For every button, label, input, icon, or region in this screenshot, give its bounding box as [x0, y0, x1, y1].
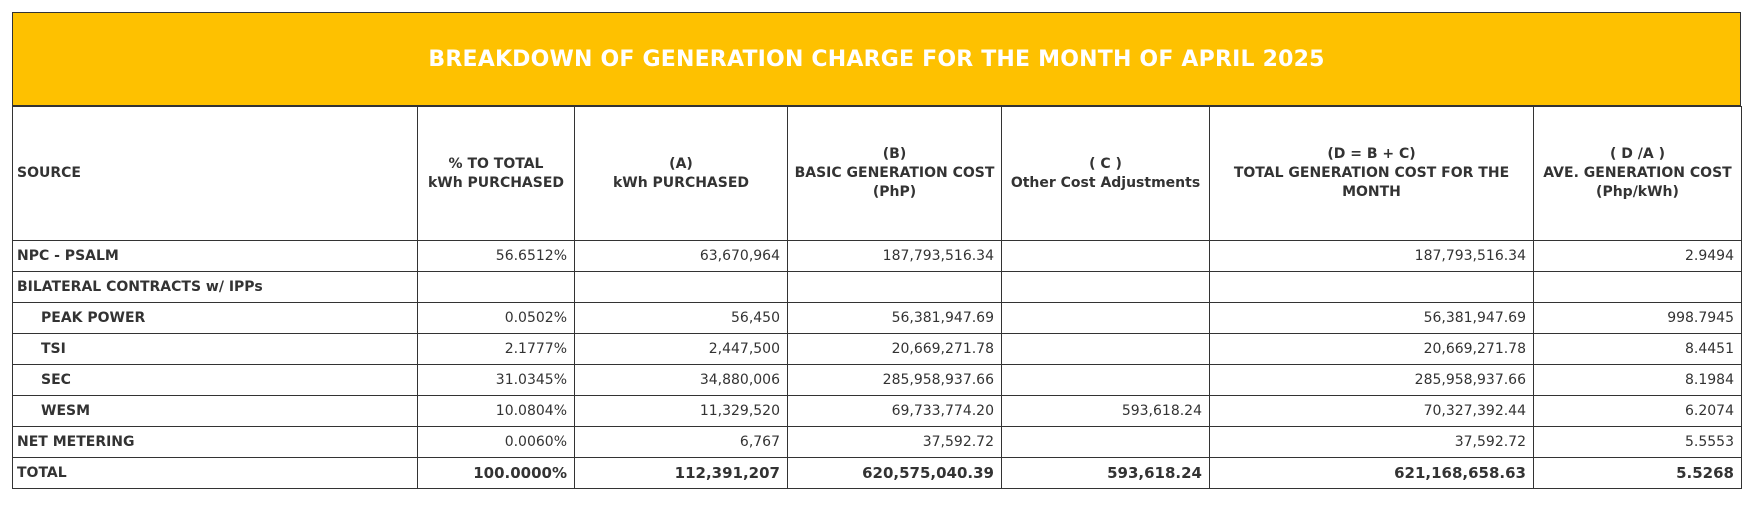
total-pct: 100.0000% — [418, 458, 575, 489]
generation-charge-table — [12, 106, 1742, 489]
table-row — [13, 241, 1742, 272]
total-kwh: 112,391,207 — [575, 458, 788, 489]
table-row — [13, 396, 1742, 427]
kwh-cell: 6,767 — [575, 427, 788, 458]
table-row — [13, 303, 1742, 334]
basic-cost-cell: 20,669,271.78 — [788, 334, 1002, 365]
total-label: TOTAL — [13, 458, 418, 489]
basic-cost-cell: 187,793,516.34 — [788, 241, 1002, 272]
pct-cell: 2.1777% — [418, 334, 575, 365]
source-cell: BILATERAL CONTRACTS w/ IPPs — [13, 272, 418, 303]
total-cost-cell: 20,669,271.78 — [1210, 334, 1534, 365]
basic-cost-cell: 37,592.72 — [788, 427, 1002, 458]
other-adjustment-cell — [1002, 427, 1210, 458]
other-adjustment-cell — [1002, 241, 1210, 272]
header-row — [13, 107, 1742, 241]
total-cost-cell: 285,958,937.66 — [1210, 365, 1534, 396]
total-ave-cost: 5.5268 — [1534, 458, 1742, 489]
header-pct-total: % TO TOTAL kWh PURCHASED — [418, 107, 575, 241]
total-cost-cell: 70,327,392.44 — [1210, 396, 1534, 427]
header-basic-generation-cost: (B) BASIC GENERATION COST (PhP) — [788, 107, 1002, 241]
table-row — [13, 334, 1742, 365]
other-adjustment-cell — [1002, 272, 1210, 303]
table-row — [13, 365, 1742, 396]
kwh-cell: 11,329,520 — [575, 396, 788, 427]
source-cell: NPC - PSALM — [13, 241, 418, 272]
total-cost-cell: 56,381,947.69 — [1210, 303, 1534, 334]
source-cell: NET METERING — [13, 427, 418, 458]
pct-cell — [418, 272, 575, 303]
pct-cell: 31.0345% — [418, 365, 575, 396]
total-row — [13, 458, 1742, 489]
ave-cost-cell: 2.9494 — [1534, 241, 1742, 272]
basic-cost-cell: 69,733,774.20 — [788, 396, 1002, 427]
total-other-adjustment: 593,618.24 — [1002, 458, 1210, 489]
kwh-cell — [575, 272, 788, 303]
kwh-cell: 63,670,964 — [575, 241, 788, 272]
pct-cell: 10.0804% — [418, 396, 575, 427]
ave-cost-cell: 8.4451 — [1534, 334, 1742, 365]
header-other-cost-adjustments: ( C ) Other Cost Adjustments — [1002, 107, 1210, 241]
ave-cost-cell: 5.5553 — [1534, 427, 1742, 458]
source-cell: SEC — [13, 365, 418, 396]
other-adjustment-cell — [1002, 334, 1210, 365]
pct-cell: 0.0502% — [418, 303, 575, 334]
source-cell: WESM — [13, 396, 418, 427]
pct-cell: 56.6512% — [418, 241, 575, 272]
table-row — [13, 272, 1742, 303]
source-cell: PEAK POWER — [13, 303, 418, 334]
total-generation-cost: 621,168,658.63 — [1210, 458, 1534, 489]
total-cost-cell: 37,592.72 — [1210, 427, 1534, 458]
kwh-cell: 56,450 — [575, 303, 788, 334]
total-cost-cell: 187,793,516.34 — [1210, 241, 1534, 272]
ave-cost-cell — [1534, 272, 1742, 303]
ave-cost-cell: 998.7945 — [1534, 303, 1742, 334]
header-kwh-purchased: (A) kWh PURCHASED — [575, 107, 788, 241]
ave-cost-cell: 8.1984 — [1534, 365, 1742, 396]
total-basic-cost: 620,575,040.39 — [788, 458, 1002, 489]
header-ave-generation-cost: ( D /A ) AVE. GENERATION COST (Php/kWh) — [1534, 107, 1742, 241]
total-cost-cell — [1210, 272, 1534, 303]
kwh-cell: 34,880,006 — [575, 365, 788, 396]
source-cell: TSI — [13, 334, 418, 365]
table-row — [13, 427, 1742, 458]
other-adjustment-cell — [1002, 303, 1210, 334]
basic-cost-cell: 285,958,937.66 — [788, 365, 1002, 396]
other-adjustment-cell — [1002, 365, 1210, 396]
generation-charge-sheet — [12, 12, 1741, 489]
kwh-cell: 2,447,500 — [575, 334, 788, 365]
basic-cost-cell: 56,381,947.69 — [788, 303, 1002, 334]
pct-cell: 0.0060% — [418, 427, 575, 458]
other-adjustment-cell: 593,618.24 — [1002, 396, 1210, 427]
header-source: SOURCE — [13, 107, 418, 241]
report-title: BREAKDOWN OF GENERATION CHARGE FOR THE MONTH OF APRIL 2025 — [12, 12, 1741, 106]
header-total-generation-cost: (D = B + C) TOTAL GENERATION COST FOR THE MONTH — [1210, 107, 1534, 241]
basic-cost-cell — [788, 272, 1002, 303]
ave-cost-cell: 6.2074 — [1534, 396, 1742, 427]
